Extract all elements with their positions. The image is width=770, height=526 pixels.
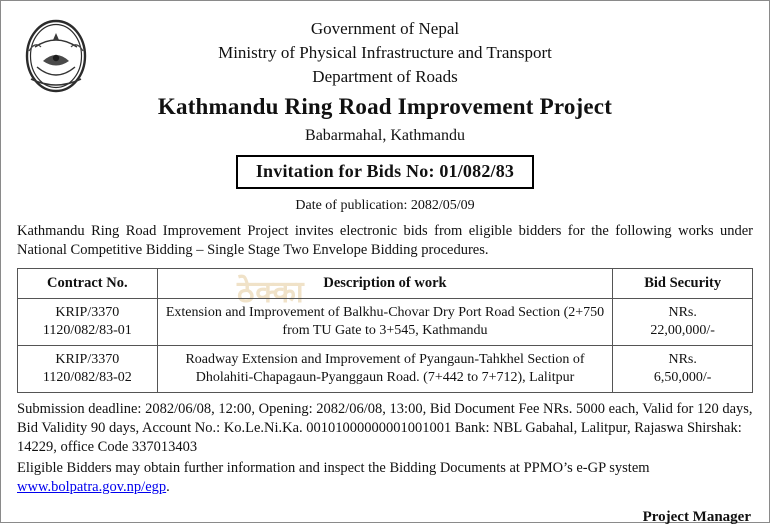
egp-link[interactable]: www.bolpatra.gov.np/egp [17, 479, 167, 495]
bid-security-amount: 22,00,000/- [650, 323, 715, 338]
table-header-row [18, 269, 753, 299]
cell-description: Extension and Improvement of Balkhu-Chovar Dry Port Road Section (2+750 from TU Gate to 3+545, Kathmandu [157, 299, 613, 346]
intro-paragraph: Kathmandu Ring Road Improvement Project invites electronic bids from eligible bidders for the following works under National Competitive Bidding – Single Stage Two Envelope Bidding procedures. [17, 223, 753, 258]
nepal-emblem-icon [23, 17, 89, 95]
watermark-text: ठेक्का [237, 276, 305, 309]
bids-table [17, 268, 753, 393]
bids-table-wrapper [17, 268, 753, 393]
egp-info [17, 459, 753, 497]
cell-contract-no [18, 346, 158, 393]
department-line: Department of Roads [312, 67, 458, 86]
ministry-line: Ministry of Physical Infrastructure and Transport [218, 43, 552, 62]
contract-no-line1: KRIP/3370 [55, 305, 120, 320]
egp-info-text: Eligible Bidders may obtain further information and inspect the Bidding Documents at PPMO’s e-GP system [17, 460, 650, 476]
bid-security-currency: NRs. [668, 305, 697, 320]
submission-details: Submission deadline: 2082/06/08, 12:00, Opening: 2082/06/08, 13:00, Bid Document Fee NRs. 5000 each, Valid for 120 days, Bid Validity 90 days, Account No.: Ko.Le.Ni.Ka. 00101000000001001001 Bank: NBL Gabahal, Lalitpur, Rajaswa Shirshak: 14229, office Code 337013403 [17, 401, 753, 455]
signature-line: Project Manager [642, 509, 751, 525]
cell-bid-security [613, 299, 753, 346]
contract-no-line2: 1120/082/83-02 [42, 370, 132, 385]
cell-contract-no [18, 299, 158, 346]
publication-date: Date of publication: 2082/05/09 [295, 198, 475, 213]
header-bid-security: Bid Security [613, 269, 753, 299]
header-description: Description of work [157, 269, 613, 299]
bid-security-amount: 6,50,000/- [653, 370, 712, 385]
header-contract-no: Contract No. [18, 269, 158, 299]
cell-bid-security [613, 346, 753, 393]
footer-notes [17, 400, 753, 497]
cell-description: Roadway Extension and Improvement of Pyangaun-Tahkhel Section of Dholahiti-Chapagaun-Pyanggaun Road. (7+442 to 7+712), Lalitpur [157, 346, 613, 393]
project-title: Kathmandu Ring Road Improvement Project [157, 94, 613, 119]
invitation-bar [17, 155, 753, 189]
bid-security-currency: NRs. [668, 352, 697, 367]
contract-no-line1: KRIP/3370 [55, 352, 120, 367]
invitation-title: Invitation for Bids No: 01/082/83 [236, 155, 534, 189]
contract-no-line2: 1120/082/83-01 [42, 323, 132, 338]
table-row [18, 346, 753, 393]
egp-info-tail: . [166, 479, 170, 495]
office-address: Babarmahal, Kathmandu [305, 127, 465, 144]
document-header [17, 11, 753, 149]
government-line: Government of Nepal [310, 19, 460, 38]
table-row [18, 299, 753, 346]
